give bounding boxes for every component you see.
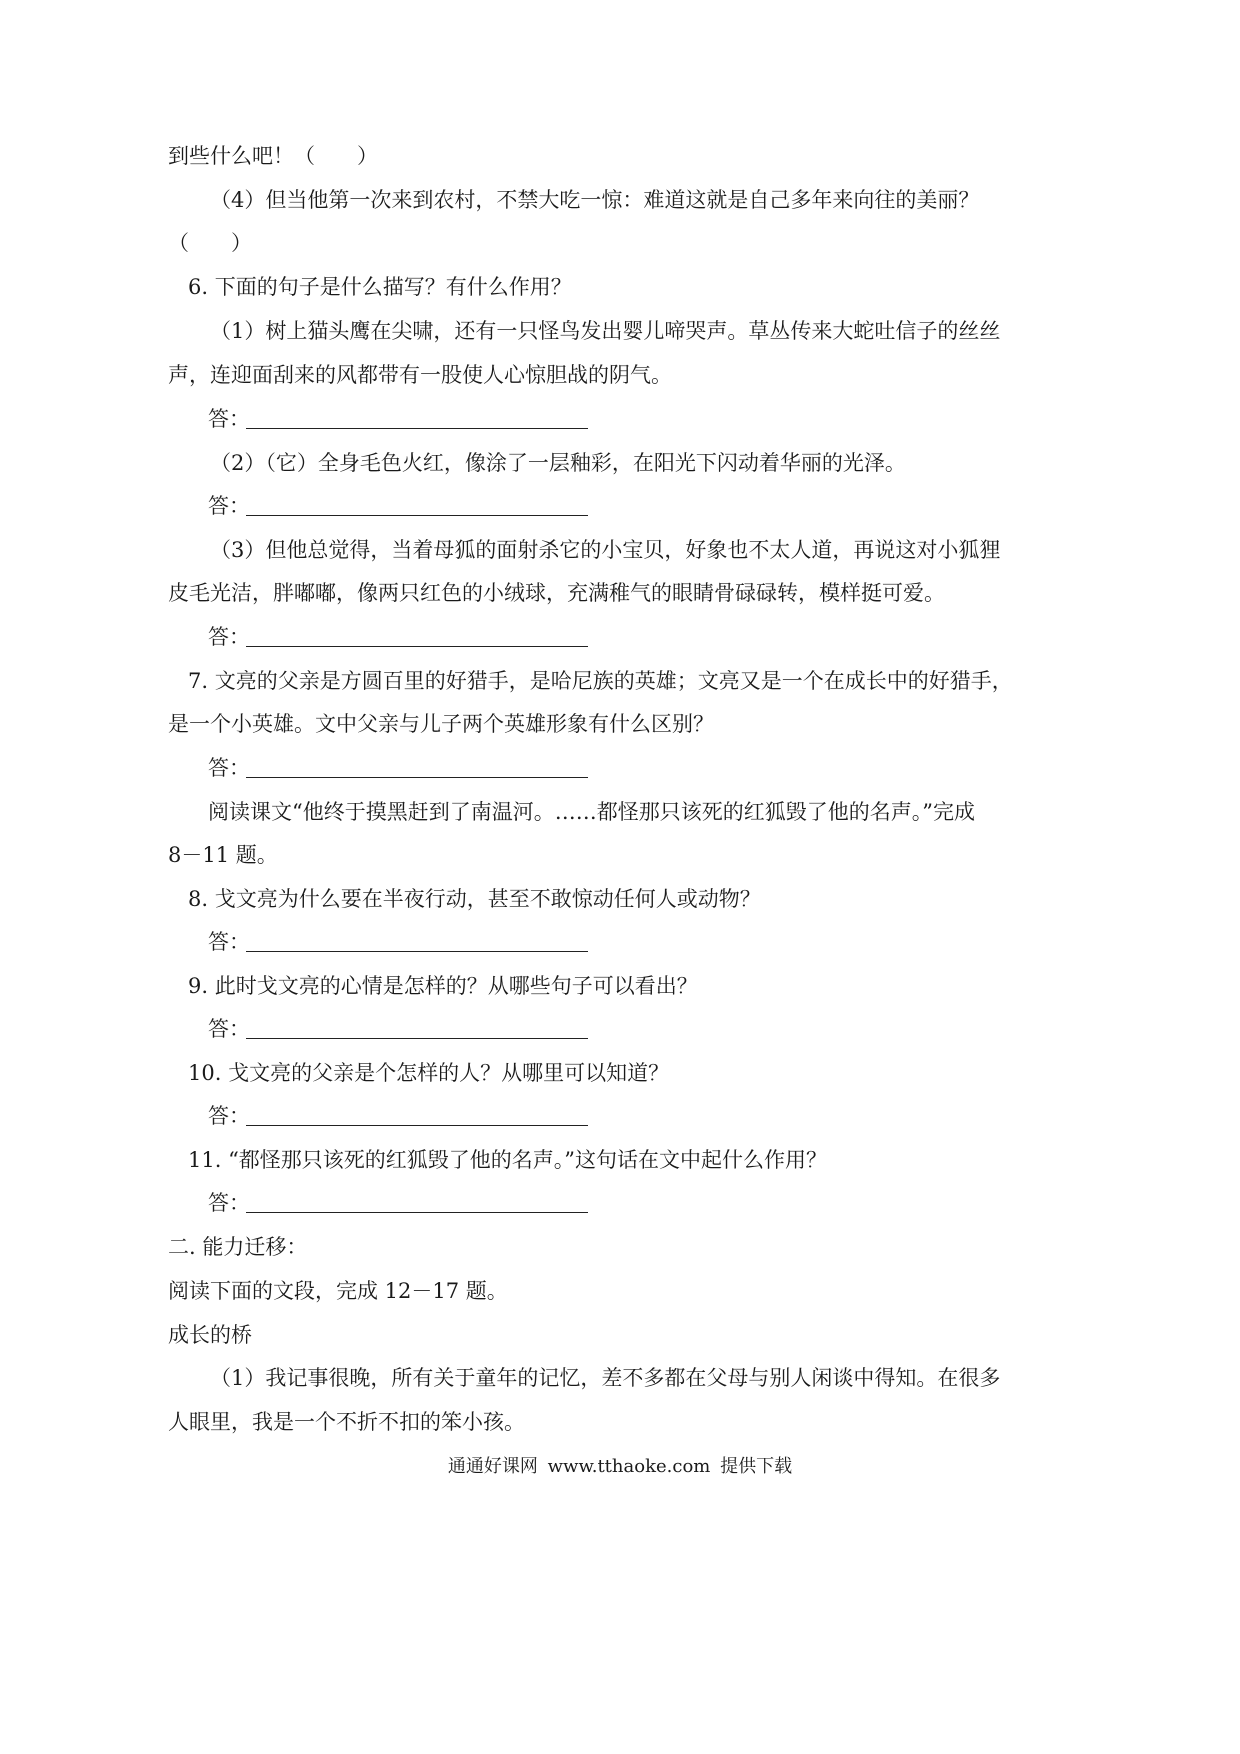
answer-label: 答： <box>208 1017 250 1041</box>
question-9: 9. 此时戈文亮的心情是怎样的？从哪些句子可以看出？ <box>188 974 698 998</box>
text-line: （1）树上猫头鹰在尖啸，还有一只怪鸟发出婴儿啼哭声。草丛传来大蛇吐信子的丝丝 <box>210 319 1001 343</box>
text-line: （4）但当他第一次来到农村，不禁大吃一惊：难道这就是自己多年来向往的美丽？ <box>210 188 980 212</box>
answer-blank[interactable] <box>246 515 588 516</box>
text-line: 皮毛光洁，胖嘟嘟，像两只红色的小绒球，充满稚气的眼睛骨碌碌转，模样挺可爱。 <box>168 581 945 605</box>
footer-suffix: 提供下载 <box>720 1456 793 1477</box>
answer-blank[interactable] <box>246 646 588 647</box>
answer-label: 答： <box>208 1104 250 1128</box>
answer-label: 答： <box>208 494 250 518</box>
answer-label: 答： <box>208 756 250 780</box>
question-11: 11. “都怪那只该死的红狐毁了他的名声。”这句话在文中起什么作用？ <box>188 1148 828 1172</box>
answer-label: 答： <box>208 407 250 431</box>
page-footer <box>0 1455 1240 1479</box>
question-8: 8. 戈文亮为什么要在半夜行动，甚至不敢惊动任何人或动物？ <box>188 887 761 911</box>
answer-label: 答： <box>208 930 250 954</box>
answer-blank[interactable] <box>246 1125 588 1126</box>
footer-site-name: 通通好课网 <box>447 1456 538 1477</box>
answer-blank[interactable] <box>246 1038 588 1039</box>
text-line: 是一个小英雄。文中父亲与儿子两个英雄形象有什么区别？ <box>168 712 714 736</box>
answer-blank[interactable] <box>246 951 588 952</box>
question-7: 7. 文亮的父亲是方圆百里的好猎手，是哈尼族的英雄；文亮又是一个在成长中的好猎手， <box>188 669 1013 693</box>
answer-blank[interactable] <box>246 1212 588 1213</box>
text-line: 到些什么吧！（ ） <box>168 144 378 168</box>
text-line: （1）我记事很晚，所有关于童年的记忆，差不多都在父母与别人闲谈中得知。在很多 <box>210 1366 1001 1390</box>
section-heading: 二. 能力迁移： <box>168 1235 308 1259</box>
text-line: 8－11 题。 <box>168 843 278 867</box>
footer-url[interactable]: www.tthaoke.com <box>547 1456 711 1477</box>
question-10: 10. 戈文亮的父亲是个怎样的人？从哪里可以知道？ <box>188 1061 670 1085</box>
answer-blank[interactable] <box>246 777 588 778</box>
answer-label: 答： <box>208 1191 250 1215</box>
text-line: （3）但他总觉得，当着母狐的面射杀它的小宝贝，好象也不太人道，再说这对小狐狸 <box>210 538 1001 562</box>
answer-blank[interactable] <box>246 428 588 429</box>
text-line: 声，连迎面刮来的风都带有一股使人心惊胆战的阴气。 <box>168 363 672 387</box>
text-line: （ ） <box>168 231 252 255</box>
answer-label: 答： <box>208 625 250 649</box>
text-line: 人眼里，我是一个不折不扣的笨小孩。 <box>168 1410 525 1434</box>
passage-title: 成长的桥 <box>168 1323 252 1347</box>
reading-instruction: 阅读课文“他终于摸黑赶到了南温河。……都怪那只该死的红狐毁了他的名声。”完成 <box>208 800 975 824</box>
reading-instruction: 阅读下面的文段，完成 12－17 题。 <box>168 1279 508 1303</box>
question-6: 6. 下面的句子是什么描写？有什么作用？ <box>188 275 572 299</box>
text-line: （2）（它）全身毛色火红，像涂了一层釉彩，在阳光下闪动着华丽的光泽。 <box>210 451 906 475</box>
